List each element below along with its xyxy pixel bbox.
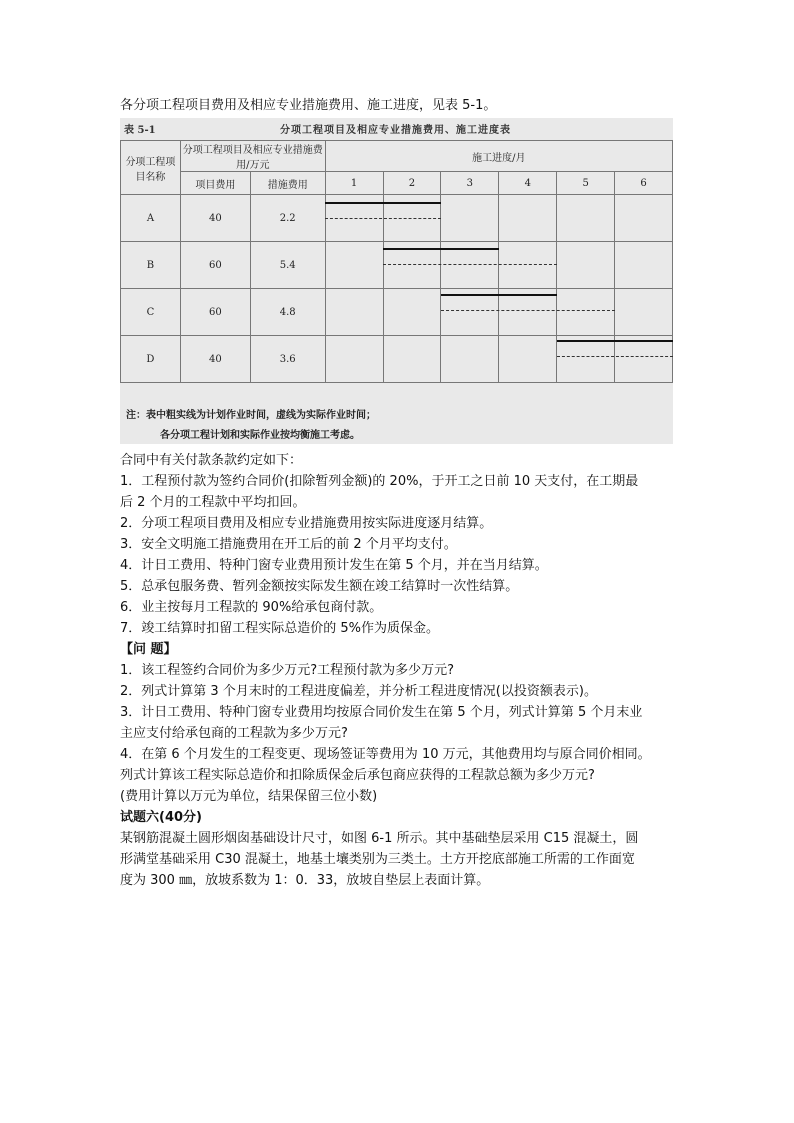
question-4b: 列式计算该工程实际总造价和扣除质保金后承包商应获得的工程款总额为多少万元?: [120, 768, 595, 783]
row-item-cost: 60: [180, 242, 250, 289]
table-row: [121, 336, 673, 383]
planned-bar: [557, 340, 673, 342]
planned-bar: [325, 202, 441, 204]
row-measure-cost: 2.2: [250, 195, 325, 242]
clause-3: 3．安全文明施工措施费用在开工后的前 2 个月平均支付。: [120, 537, 457, 552]
header-month: 3: [441, 172, 499, 195]
clause-1a: 1．工程预付款为签约合同价(扣除暂列金额)的 20%，于开工之日前 10 天支付，在工期最: [120, 474, 639, 489]
unit-note: (费用计算以万元为单位，结果保留三位小数): [120, 789, 378, 804]
table-number: 表 5-1: [124, 125, 156, 136]
question-3a: 3．计日工费用、特种门窗专业费用均按原合同价发生在第 5 个月，列式计算第 5 个月末业: [120, 705, 643, 720]
problem-6-line-2: 形满堂基础采用 C30 混凝土，地基土壤类别为三类土。土方开挖底部施工所需的工作面宽: [120, 852, 635, 867]
clause-4: 4．计日工费用、特种门窗专业费用预计发生在第 5 个月，并在当月结算。: [120, 558, 548, 573]
actual-bar: [383, 264, 557, 265]
header-item-name: 分项工程项目名称: [121, 141, 181, 195]
header-progress: 施工进度/月: [325, 141, 672, 172]
header-month: 4: [499, 172, 557, 195]
header-month: 1: [325, 172, 383, 195]
planned-bar: [441, 294, 557, 296]
progress-table: [120, 140, 673, 383]
table-note-2: 各分项工程计划和实际作业按均衡施工考虑。: [160, 430, 360, 441]
header-measure-cost: 措施费用: [250, 172, 325, 195]
question-3b: 主应支付给承包商的工程款为多少万元?: [120, 726, 348, 741]
table-title: 分项工程项目及相应专业措施费用、施工进度表: [280, 125, 511, 136]
row-measure-cost: 5.4: [250, 242, 325, 289]
problem-6-title: 试题六(40分): [120, 810, 202, 825]
row-name: D: [121, 336, 181, 383]
row-item-cost: 40: [180, 336, 250, 383]
planned-bar: [383, 248, 499, 250]
question-4a: 4．在第 6 个月发生的工程变更、现场签证等费用为 10 万元，其他费用均与原合同价相同。: [120, 747, 651, 762]
intro-text: 各分项工程项目费用及相应专业措施费用、施工进度，见表 5-1。: [120, 98, 497, 113]
table-note-1: 注：表中粗实线为计划作业时间，虚线为实际作业时间；: [126, 410, 376, 421]
header-month: 6: [615, 172, 673, 195]
row-name: A: [121, 195, 181, 242]
row-item-cost: 40: [180, 195, 250, 242]
questions-heading: 【问 题】: [120, 642, 177, 657]
actual-bar: [557, 356, 673, 357]
table-row: [121, 289, 673, 336]
row-measure-cost: 3.6: [250, 336, 325, 383]
problem-6-line-1: 某钢筋混凝土圆形烟囱基础设计尺寸，如图 6-1 所示。其中基础垫层采用 C15 混凝土，圆: [120, 831, 639, 846]
row-item-cost: 60: [180, 289, 250, 336]
table-caption: [120, 118, 673, 138]
clause-7: 7．竣工结算时扣留工程实际总造价的 5%作为质保金。: [120, 621, 440, 636]
header-cost-group: 分项工程项目及相应专业措施费用/万元: [180, 141, 325, 172]
actual-bar: [441, 310, 615, 311]
header-month: 2: [383, 172, 441, 195]
row-name: B: [121, 242, 181, 289]
clause-1b: 后 2 个月的工程款中平均扣回。: [120, 495, 306, 510]
actual-bar: [325, 218, 441, 219]
clauses-heading: 合同中有关付款条款约定如下：: [120, 453, 303, 468]
question-2: 2．列式计算第 3 个月末时的工程进度偏差，并分析工程进度情况(以投资额表示)。: [120, 684, 597, 699]
question-1: 1．该工程签约合同价为多少万元?工程预付款为多少万元?: [120, 663, 455, 678]
clause-6: 6．业主按每月工程款的 90%给承包商付款。: [120, 600, 383, 615]
clause-5: 5．总承包服务费、暂列金额按实际发生额在竣工结算时一次性结算。: [120, 579, 519, 594]
row-name: C: [121, 289, 181, 336]
clause-2: 2．分项工程项目费用及相应专业措施费用按实际进度逐月结算。: [120, 516, 493, 531]
progress-table-image: [120, 118, 673, 444]
row-measure-cost: 4.8: [250, 289, 325, 336]
header-month: 5: [557, 172, 615, 195]
problem-6-line-3: 度为 300 ㎜，放坡系数为 1：0．33，放坡自垫层上表面计算。: [120, 873, 490, 888]
header-item-cost: 项目费用: [180, 172, 250, 195]
